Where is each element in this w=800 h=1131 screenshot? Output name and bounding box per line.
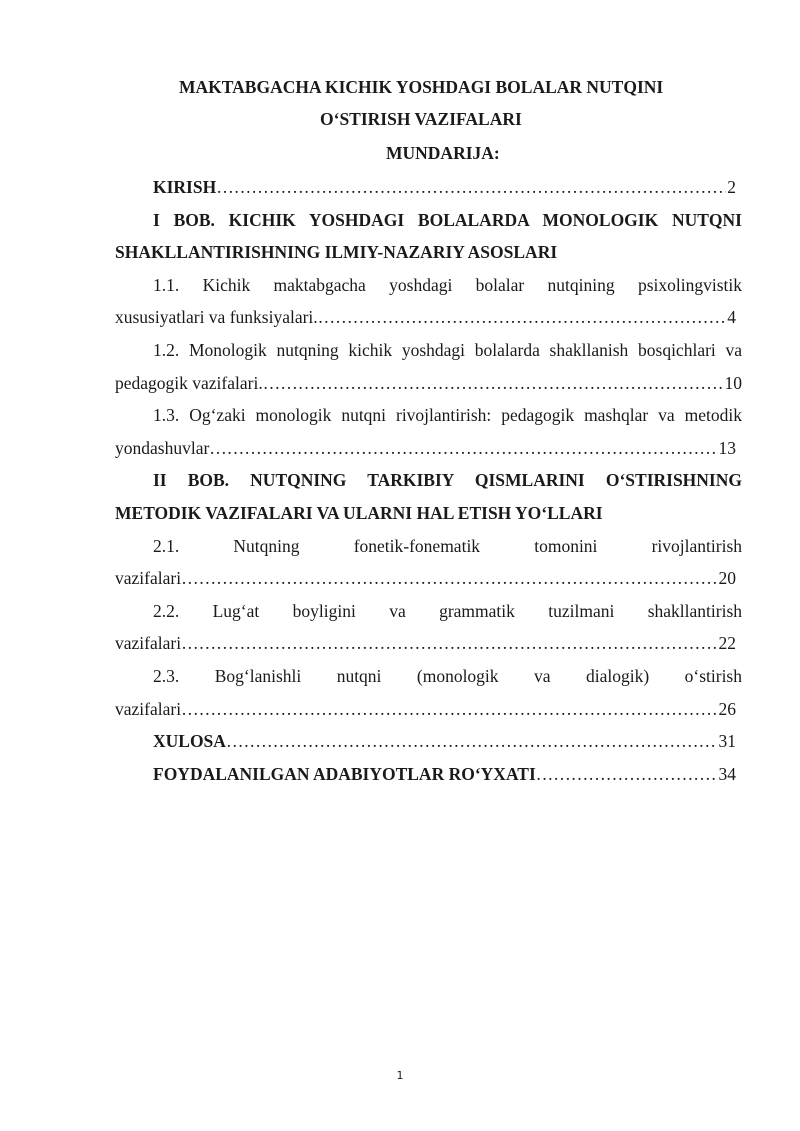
toc-entry-1-2[interactable]: [115, 334, 742, 399]
toc-chapter-title-line2: METODIK VAZIFALARI VA ULARNI HAL ETISH YO‘LLARI: [115, 502, 603, 523]
toc-chapter-2[interactable]: [115, 464, 742, 529]
toc-entry-text-line1: 2.2. Lug‘at boyligini va grammatik tuzilmani shakllantirish: [153, 600, 742, 621]
toc-entry-text-line2: xususiyatlari va funksiyalari.: [115, 307, 318, 328]
toc-entry-text-line2: vazifalari: [115, 698, 182, 719]
document-title-line1: MAKTABGACHA KICHIK YOSHDAGI BOLALAR NUTQINI: [179, 77, 664, 97]
toc-entry-1-3[interactable]: [115, 399, 742, 464]
toc-page-number: 22: [718, 633, 736, 654]
toc-entry-conclusion[interactable]: [115, 725, 742, 758]
toc-page-number: 20: [718, 568, 736, 589]
toc-entry-text-line2: vazifalari: [115, 633, 182, 654]
toc-entry-text-line1: 1.1. Kichik maktabgacha yoshdagi bolalar nutqining psixolingvistik: [153, 274, 742, 295]
toc-chapter-title-line2: SHAKLLANTIRISHNING ILMIY-NAZARIY ASOSLARI: [115, 242, 558, 263]
toc-entry-references[interactable]: [115, 758, 742, 791]
table-of-contents: [115, 171, 742, 790]
toc-entry-intro[interactable]: [115, 171, 742, 204]
toc-entry-2-1[interactable]: [115, 530, 742, 595]
toc-entry-text-line1: 1.2. Monologik nutqning kichik yoshdagi bolalarda shakllanish bosqichlari va: [153, 339, 742, 360]
toc-entry-text-line1: 1.3. Og‘zaki monologik nutqni rivojlantirish: pedagogik mashqlar va metodik: [153, 405, 742, 426]
toc-leader-dots: [318, 301, 727, 334]
toc-page-number: 10: [724, 372, 742, 393]
toc-leader-dots: [263, 367, 724, 400]
toc-entry-text-line2: pedagogik vazifalari.: [115, 372, 263, 393]
toc-entry-label: FOYDALANILGAN ADABIYOTLAR RO‘YXATI: [153, 763, 536, 784]
toc-page-number: 31: [718, 731, 736, 752]
toc-chapter-title-line1: I BOB. KICHIK YOSHDAGI BOLALARDA MONOLOGIK NUTQNI: [153, 209, 742, 230]
toc-leader-dots: [181, 693, 717, 726]
page-number: 1: [396, 1069, 404, 1082]
toc-leader-dots: [226, 725, 718, 758]
toc-entry-text-line1: 2.1. Nutqning fonetik-fonematik tomonini rivojlantirish: [153, 535, 742, 556]
toc-page-number: 34: [718, 763, 736, 784]
toc-page-number: 13: [718, 437, 736, 458]
toc-chapter-title-line1: II BOB. NUTQNING TARKIBIY QISMLARINI O‘STIRISHNING: [153, 470, 742, 491]
toc-leader-dots: [209, 432, 717, 465]
toc-leader-dots: [181, 627, 717, 660]
toc-entry-1-1[interactable]: [115, 269, 742, 334]
document-title-line2: O‘STIRISH VAZIFALARI: [320, 109, 522, 129]
toc-chapter-1[interactable]: [115, 204, 742, 269]
toc-leader-dots: [536, 758, 718, 791]
toc-entry-label: KIRISH: [153, 177, 217, 197]
toc-page-number: 4: [727, 307, 736, 328]
toc-leader-dots: [216, 171, 726, 204]
contents-heading: MUNDARIJA:: [386, 143, 500, 163]
toc-entry-2-2[interactable]: [115, 595, 742, 660]
toc-entry-text-line1: 2.3. Bog‘lanishli nutqni (monologik va dialogik) o‘stirish: [153, 665, 742, 686]
toc-page-number: 26: [718, 698, 736, 719]
toc-entry-label: XULOSA: [153, 731, 226, 752]
toc-page-number: 2: [727, 177, 736, 197]
toc-entry-text-line2: vazifalari: [115, 568, 182, 589]
toc-entry-2-3[interactable]: [115, 660, 742, 725]
toc-entry-text-line2: yondashuvlar: [115, 437, 210, 458]
toc-leader-dots: [181, 562, 717, 595]
